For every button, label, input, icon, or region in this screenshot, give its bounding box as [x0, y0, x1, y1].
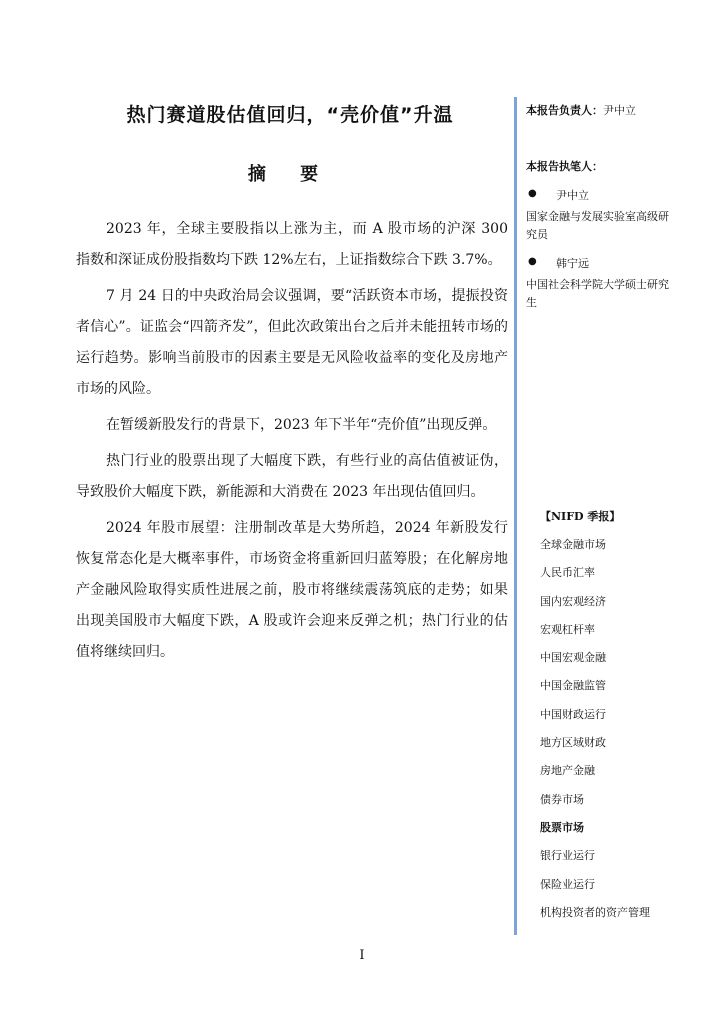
- responsible-label: 本报告负责人：: [526, 104, 603, 117]
- nifd-series-list: [540, 536, 650, 932]
- page-number: I: [359, 948, 365, 963]
- nifd-list-item: 房地产金融: [540, 764, 595, 778]
- nifd-list-item: 机构投资者的资产管理: [540, 905, 650, 919]
- authors-label: 本报告执笔人：: [526, 160, 603, 173]
- author-affiliation: 中国社会科学院大学硕士研究生: [526, 278, 669, 309]
- abstract-paragraph: 2023 年，全球主要股指以上涨为主，而 A 股市场的沪深 300 指数和深证成份股指数均下跌 12%左右，上证指数综合下跌 3.7%。: [76, 221, 508, 268]
- nifd-list-item: 银行业运行: [540, 849, 595, 863]
- nifd-list-item: 债券市场: [540, 792, 584, 806]
- nifd-list-item: 中国金融监管: [540, 679, 606, 693]
- nifd-list-item: 地方区域财政: [540, 736, 606, 750]
- report-responsible: [526, 102, 636, 118]
- abstract-paragraph: 2024 年股市展望：注册制改革是大势所趋，2024 年新股发行恢复常态化是大概率事件，市场资金将重新回归蓝筹股；在化解房地产金融风险取得实质性进展之前，股市将继续震荡筑底的走势；如果出现美国股市大幅度下跌，A 股或许会迎来反弹之机；热门行业的估值将继续回归。: [76, 520, 508, 660]
- nifd-list-item: 国内宏观经济: [540, 594, 606, 608]
- responsible-name: 尹中立: [603, 104, 636, 117]
- abstract-paragraph: 热门行业的股票出现了大幅度下跌，有些行业的高估值被证伪，导致股价大幅度下跌，新能源和大消费在 2023 年出现估值回归。: [76, 453, 508, 500]
- bullet-icon: ●: [528, 188, 537, 199]
- author-name: 尹中立: [556, 189, 589, 202]
- nifd-list-item: 宏观杠杆率: [540, 622, 595, 636]
- nifd-list-item: 中国财政运行: [540, 707, 606, 721]
- nifd-list-item: 人民币汇率: [540, 566, 595, 580]
- author-affiliation: 国家金融与发展实验室高级研究员: [526, 210, 669, 241]
- author-name: 韩宁远: [556, 257, 589, 270]
- abstract-paragraph: 7 月 24 日的中央政治局会议强调，要“活跃资本市场，提振投资者信心”。证监会“四箭齐发”，但此次政策出台之后并未能扭转市场的运行趋势。影响当前股市的因素主要是无风险收益率的变化及房地产市场的风险。: [76, 288, 508, 397]
- bullet-icon: ●: [528, 256, 537, 267]
- abstract-body: [76, 214, 508, 673]
- nifd-list-item: 保险业运行: [540, 877, 595, 891]
- nifd-list-item: 股票市场: [540, 820, 584, 834]
- nifd-series-title: 【NIFD 季报】: [540, 510, 621, 523]
- nifd-list-item: 中国宏观金融: [540, 651, 606, 665]
- nifd-list-item: 全球金融市场: [540, 538, 606, 551]
- abstract-paragraph: 在暂缓新股发行的背景下，2023 年下半年“壳价值”出现反弹。: [106, 417, 497, 433]
- abstract-heading: 摘 要: [247, 164, 333, 185]
- report-title: 热门赛道股估值回归，“壳价值”升温: [126, 104, 454, 126]
- sidebar-divider: [514, 97, 517, 935]
